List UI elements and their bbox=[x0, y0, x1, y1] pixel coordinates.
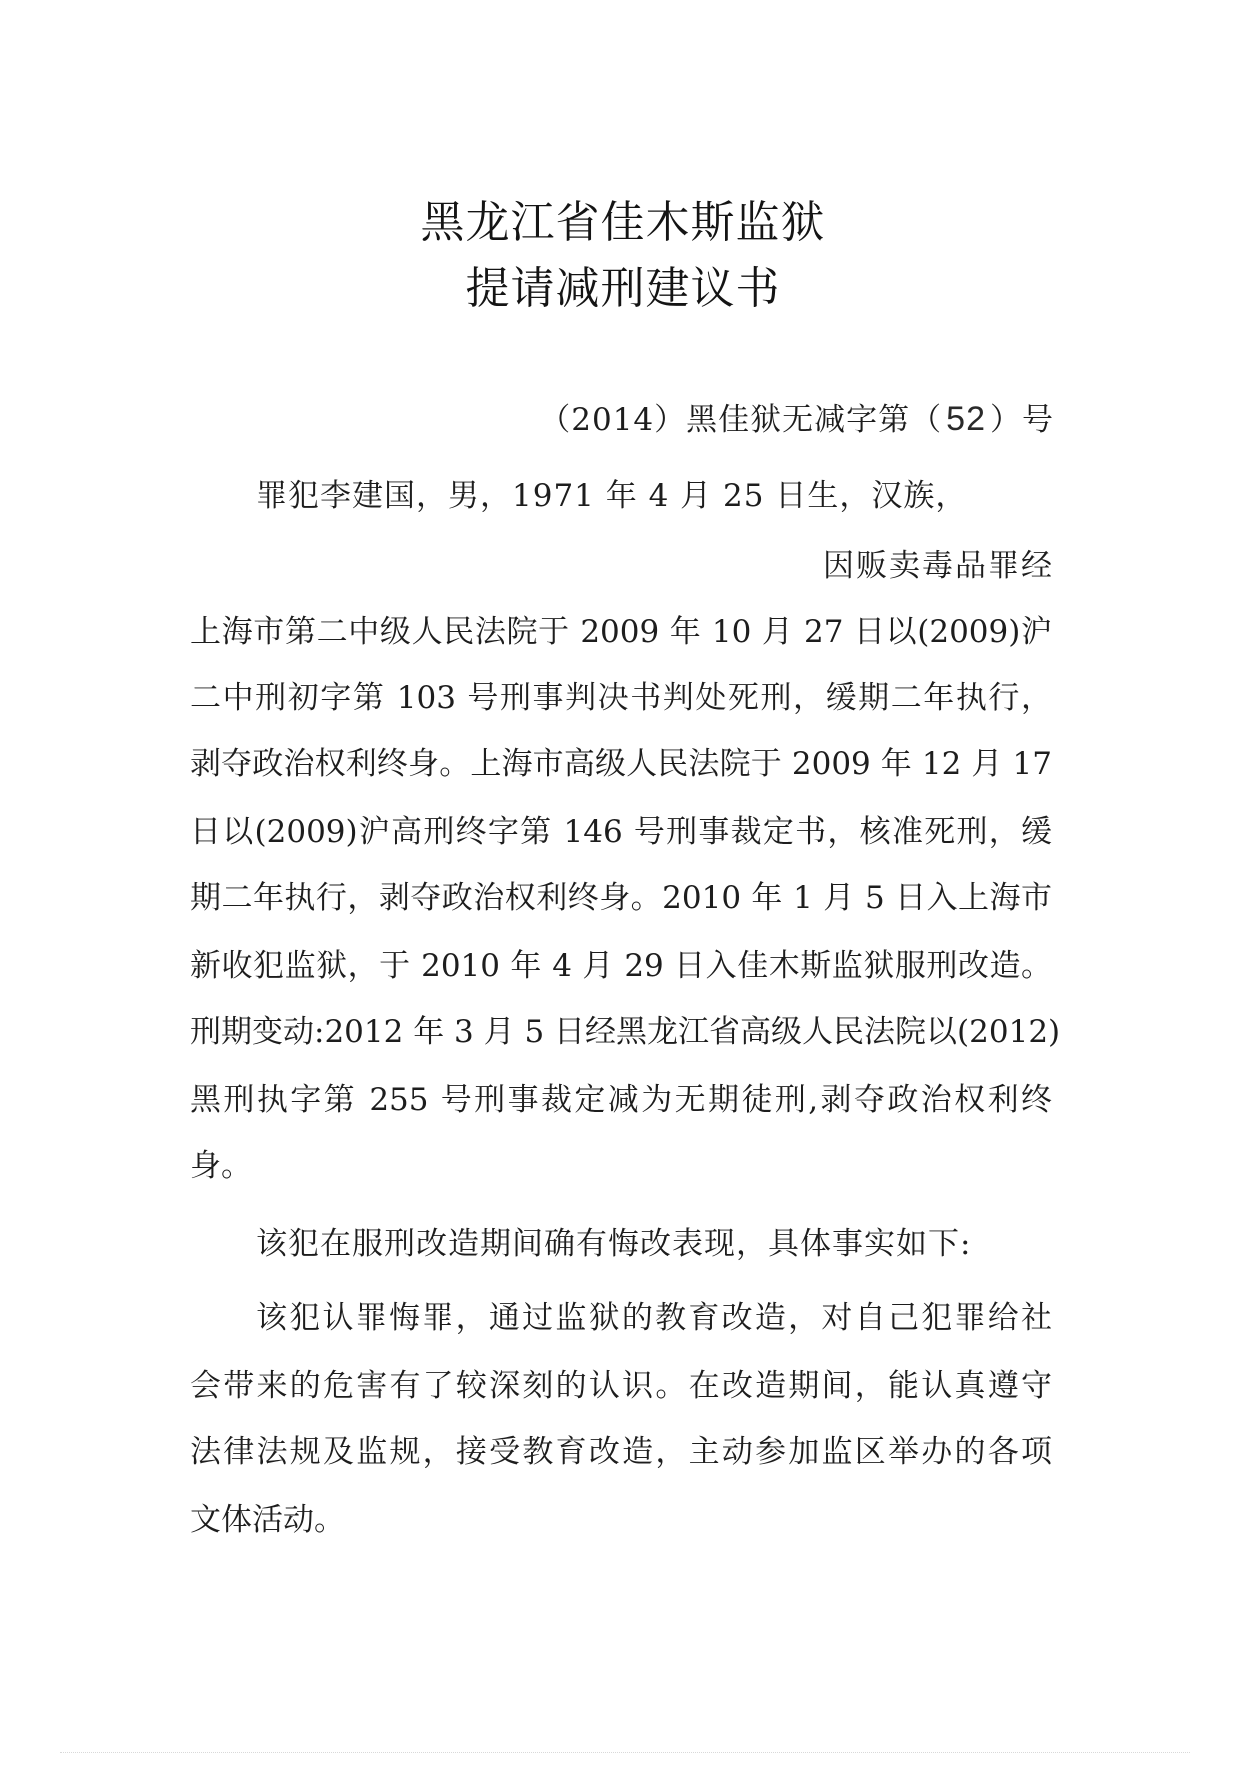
paragraph1-line: 剥夺政治权利终身。上海市高级人民法院于 2009 年 12 月 17 bbox=[190, 746, 1052, 782]
criminal-crime: 因贩卖毒品罪经 bbox=[823, 548, 1054, 584]
paragraph1-line: 黑刑执字第 255 号刑事裁定减为无期徒刑,剥夺政治权利终 bbox=[190, 1082, 1052, 1118]
document-title-line1: 黑龙江省佳木斯监狱 bbox=[420, 197, 826, 248]
paragraph3-line: 会带来的危害有了较深刻的认识。在改造期间，能认真遵守 bbox=[190, 1368, 1052, 1404]
document-number-prefix: （2014）黑佳狱无减字第（ bbox=[539, 402, 943, 438]
paragraph1-line: 期二年执行，剥夺政治权利终身。2010 年 1 月 5 日入上海市 bbox=[190, 880, 1052, 916]
paragraph1-line: 刑期变动:2012 年 3 月 5 日经黑龙江省高级人民法院以(2012) bbox=[190, 1014, 1061, 1050]
criminal-intro: 罪犯李建国，男，1971 年 4 月 25 日生，汉族， bbox=[256, 478, 968, 514]
document-title-line2: 提请减刑建议书 bbox=[465, 263, 781, 314]
document-number bbox=[539, 394, 1054, 439]
scan-edge-divider bbox=[60, 1752, 1190, 1759]
paragraph3-line: 文体活动。 bbox=[190, 1502, 345, 1538]
paragraph3-line: 法律法规及监规，接受教育改造，主动参加监区举办的各项 bbox=[190, 1434, 1052, 1470]
paragraph1-line: 新收犯监狱，于 2010 年 4 月 29 日入佳木斯监狱服刑改造。 bbox=[190, 948, 1052, 984]
document-number-value: 52 bbox=[946, 400, 986, 438]
document-number-suffix: ）号 bbox=[990, 402, 1054, 438]
paragraph3-line: 该犯认罪悔罪，通过监狱的教育改造，对自己犯罪给社 bbox=[256, 1300, 1052, 1336]
paragraph1-line: 二中刑初字第 103 号刑事判决书判处死刑，缓期二年执行， bbox=[190, 680, 1052, 716]
paragraph1-line: 上海市第二中级人民法院于 2009 年 10 月 27 日以(2009)沪 bbox=[190, 614, 1052, 650]
paragraph2: 该犯在服刑改造期间确有悔改表现，具体事实如下: bbox=[256, 1226, 972, 1262]
paragraph1-line: 日以(2009)沪高刑终字第 146 号刑事裁定书，核准死刑，缓 bbox=[190, 814, 1052, 850]
paragraph1-line: 身。 bbox=[190, 1148, 252, 1184]
